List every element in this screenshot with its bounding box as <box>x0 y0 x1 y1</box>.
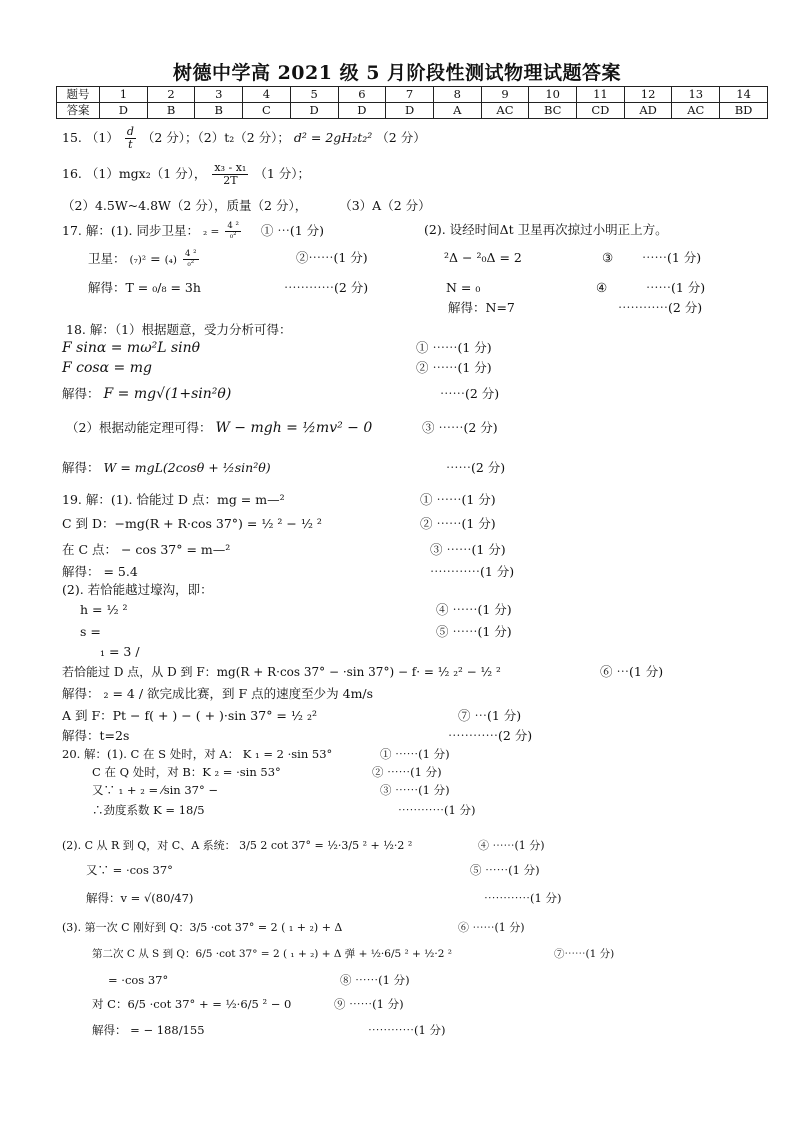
q20-score7: ⋯⋯⋯⋯(1 分) <box>484 891 562 905</box>
q20-score5: ④ ⋯⋯(1 分) <box>478 839 545 852</box>
equation: W − mgh = ½mv² − 0 <box>215 420 373 436</box>
q20-score4: ⋯⋯⋯⋯(1 分) <box>398 803 476 817</box>
q19-line11: A 到 F：Pt − f( + ) − ( + )·sin 37° = ½ ₂² <box>62 708 317 723</box>
q18-score4: ③ ⋯⋯(2 分) <box>422 420 498 435</box>
table-cell: 5 <box>290 87 338 103</box>
q18-score5: ⋯⋯(2 分) <box>446 460 506 475</box>
q19-line7: s = <box>80 624 101 639</box>
q20-line10: = ·cos 37° <box>108 973 169 987</box>
q17-score2: ②⋯⋯(1 分) <box>296 250 368 265</box>
q16-score: （1 分）； <box>254 166 311 181</box>
q19-score3: ③ ⋯⋯(1 分) <box>430 542 506 557</box>
q18-score3: ⋯⋯(2 分) <box>440 386 500 401</box>
score: ① ⋯(1 分) <box>260 223 325 238</box>
q20-score2: ② ⋯⋯(1 分) <box>372 765 442 779</box>
q17-line4: 解得：N=7 <box>448 300 515 315</box>
q19-line10: 解得： ₂ = 4 / 欲完成比赛，到 F 点的速度至少为 4m/s <box>62 686 374 701</box>
q15-equation: d² = 2gH₂t₂² <box>293 130 373 145</box>
table-cell: 7 <box>386 87 434 103</box>
table-cell: 6 <box>338 87 386 103</box>
q17-score5: ⋯⋯⋯⋯(2 分) <box>618 300 703 315</box>
q20-line1: 20. 解：(1). C 在 S 处时，对 A： K ₁ = 2 ·sin 53° <box>62 747 333 761</box>
table-row <box>57 87 768 103</box>
q17-eq2: ²Δ − ²₀Δ = 2 <box>444 250 522 265</box>
q19-line6: h = ½ ² <box>80 602 128 617</box>
q20-line8: (3). 第一次 C 刚好到 Q：3/5 ·cot 37° = 2 ( ₁ + ₂) + Δ <box>62 921 343 934</box>
table-cell: 10 <box>529 87 577 103</box>
q17-mark4: ④ <box>596 280 608 295</box>
q18-score1: ① ⋯⋯(1 分) <box>416 340 492 355</box>
table-cell: 3 <box>195 87 243 103</box>
row-label: 题号 <box>57 87 100 103</box>
q15-score: （2 分）；（2）t₂（2 分）； <box>141 130 290 145</box>
text: （2）根据动能定理可得： <box>66 420 212 435</box>
q20-score1: ① ⋯⋯(1 分) <box>380 747 450 761</box>
denominator: 2T <box>223 174 238 187</box>
numerator: 4 ² <box>184 249 197 259</box>
text: = <box>150 251 161 266</box>
q20-line12: 解得： = − 188/155 <box>92 1023 205 1037</box>
q16-line <box>62 162 310 187</box>
table-cell: BD <box>720 103 768 119</box>
q19-score9: ⑥ ⋯(1 分) <box>600 664 664 679</box>
q19-line3: 在 C 点： − cos 37° = m—² <box>62 542 231 557</box>
table-cell: 13 <box>672 87 720 103</box>
q18-score2: ② ⋯⋯(1 分) <box>416 360 492 375</box>
q19-score4: ⋯⋯⋯⋯(1 分) <box>430 564 515 579</box>
q15-fraction <box>125 126 136 151</box>
q15-score2: （2 分） <box>376 130 426 145</box>
q19-line8: ₁ = 3 / <box>100 644 140 659</box>
equation: W = mgL(2cosθ + ½sin²θ) <box>103 460 271 475</box>
denominator: ₀² <box>187 259 195 269</box>
table-cell: AC <box>672 103 720 119</box>
q19-line4: 解得： = 5.4 <box>62 564 138 579</box>
q18-line3 <box>62 386 231 402</box>
q20-line3: 又∵ ₁ + ₂ = ⁄sin 37° − <box>92 783 219 797</box>
equation: F = mg√(1+sin²θ) <box>103 386 232 402</box>
fraction <box>225 222 241 241</box>
text: ₂ = <box>203 226 220 238</box>
table-cell: 1 <box>100 87 148 103</box>
numerator: 4 ² <box>227 221 239 231</box>
table-cell: D <box>338 103 386 119</box>
denominator: ₀² <box>229 231 237 241</box>
table-row <box>57 103 768 119</box>
fraction <box>183 250 199 269</box>
q20-line5: (2). C 从 R 到 Q，对 C、A 系统： 3/5 2 cot 37° = ½·3/5 ² + ½·2 ² <box>62 839 413 852</box>
q19-line9: 若恰能过 D 点，从 D 到 F：mg(R + R·cos 37° − ·sin 37°) − f· = ½ ₂² − ½ ² <box>62 665 501 679</box>
table-cell: A <box>433 103 481 119</box>
table-cell: D <box>100 103 148 119</box>
table-cell: B <box>147 103 195 119</box>
q20-line6: 又∵ = ·cos 37° <box>86 863 173 877</box>
table-cell: D <box>386 103 434 119</box>
q20-score10: ⑧ ⋯⋯(1 分) <box>340 973 410 987</box>
q18-eq2: F cosα = mg <box>62 360 152 376</box>
q18-line5 <box>62 460 271 476</box>
q19-line12: 解得：t=2s <box>62 728 130 743</box>
q17-line1-right: (2). 设经时间Δt 卫星再次掠过小明正上方。 <box>424 222 668 237</box>
q19-score12: ⋯⋯⋯⋯(2 分) <box>448 728 533 743</box>
q19-score7: ⑤ ⋯⋯(1 分) <box>436 624 512 639</box>
q16-part: （1）mgx₂（1 分）， <box>85 166 207 181</box>
q18-line4 <box>66 420 372 436</box>
numerator: x₃ - x₁ <box>214 161 247 174</box>
q20-line9: 第二次 C 从 S 到 Q：6/5 ·cot 37° = 2 ( ₁ + ₂) + Δ 弹 + ½·6/5 ² + ½·2 ² <box>92 948 452 960</box>
q19-score11: ⑦ ⋯(1 分) <box>458 708 522 723</box>
table-cell: C <box>243 103 291 119</box>
numerator: d <box>126 125 134 138</box>
q20-line7: 解得：v = √(80/47) <box>86 891 194 905</box>
table-cell: 14 <box>720 87 768 103</box>
q15-label: 15. <box>62 130 82 145</box>
row-label: 答案 <box>57 103 100 119</box>
text: 解得： <box>62 386 100 401</box>
q16-part3: （3）A（2 分） <box>339 198 431 213</box>
q19-line5: (2). 若恰能越过壕沟，即： <box>62 582 213 597</box>
table-cell: D <box>290 103 338 119</box>
q19-score6: ④ ⋯⋯(1 分) <box>436 602 512 617</box>
q16-fraction <box>212 162 248 187</box>
q15-part: （1） <box>85 130 119 145</box>
q17-line2 <box>88 250 201 269</box>
q20-line11: 对 C：6/5 ·cot 37° + = ½·6/5 ² − 0 <box>92 997 292 1011</box>
table-cell: BC <box>529 103 577 119</box>
q20-score6: ⑤ ⋯⋯(1 分) <box>470 863 540 877</box>
table-cell: 8 <box>433 87 481 103</box>
table-cell: B <box>195 103 243 119</box>
q20-score3: ③ ⋯⋯(1 分) <box>380 783 450 797</box>
text: (₄) <box>164 254 177 266</box>
table-cell: 4 <box>243 87 291 103</box>
denominator: t <box>128 138 133 151</box>
q16-line2 <box>62 198 431 214</box>
q18-eq1: F sinα = mω²L sinθ <box>62 340 201 356</box>
table-cell: 11 <box>577 87 625 103</box>
q16-label: 16. <box>62 166 82 181</box>
table-cell: 12 <box>624 87 672 103</box>
text: 解得： <box>62 460 100 475</box>
q19-score1: ① ⋯⋯(1 分) <box>420 492 496 507</box>
q20-score12: ⋯⋯⋯⋯(1 分) <box>368 1023 446 1037</box>
q20-line4: ∴劲度系数 K = 18/5 <box>92 803 205 817</box>
q17-eq3: N = ₀ <box>446 280 481 295</box>
q16-part2: （2）4.5W~4.8W（2 分），质量（2 分）， <box>62 198 308 213</box>
q18-line1: 18. 解：（1）根据题意，受力分析可得： <box>66 322 292 337</box>
table-cell: AC <box>481 103 529 119</box>
text: 17. 解：(1). 同步卫星： <box>62 223 200 238</box>
q17-score3a: ⋯⋯⋯⋯(2 分) <box>284 280 369 295</box>
q20-score9: ⑦⋯⋯(1 分) <box>554 948 615 960</box>
q17-mark3: ③ <box>602 250 614 265</box>
table-cell: CD <box>577 103 625 119</box>
q19-line2: C 到 D：−mg(R + R·cos 37°) = ½ ² − ½ ² <box>62 516 322 531</box>
q19-score2: ② ⋯⋯(1 分) <box>420 516 496 531</box>
q20-score11: ⑨ ⋯⋯(1 分) <box>334 997 404 1011</box>
text: 卫星： <box>88 251 126 266</box>
page-title: 树德中学高 2021 级 5 月阶段性测试物理试题答案 <box>172 62 622 84</box>
q17-score3: ⋯⋯(1 分) <box>642 250 702 265</box>
q20-score8: ⑥ ⋯⋯(1 分) <box>458 921 525 934</box>
text: (₇)² <box>129 254 147 266</box>
table-cell: 2 <box>147 87 195 103</box>
q19-line1: 19. 解：(1). 恰能过 D 点：mg = m—² <box>62 492 285 507</box>
q17-line1 <box>62 222 324 241</box>
q17-score4: ⋯⋯(1 分) <box>646 280 706 295</box>
answer-table <box>56 86 768 119</box>
q15-line <box>62 126 426 151</box>
table-cell: 9 <box>481 87 529 103</box>
table-cell: AD <box>624 103 672 119</box>
q17-line3: 解得：T = ₀/₈ = 3h <box>88 280 201 295</box>
q20-line2: C 在 Q 处时，对 B：K ₂ = ·sin 53° <box>92 765 281 779</box>
